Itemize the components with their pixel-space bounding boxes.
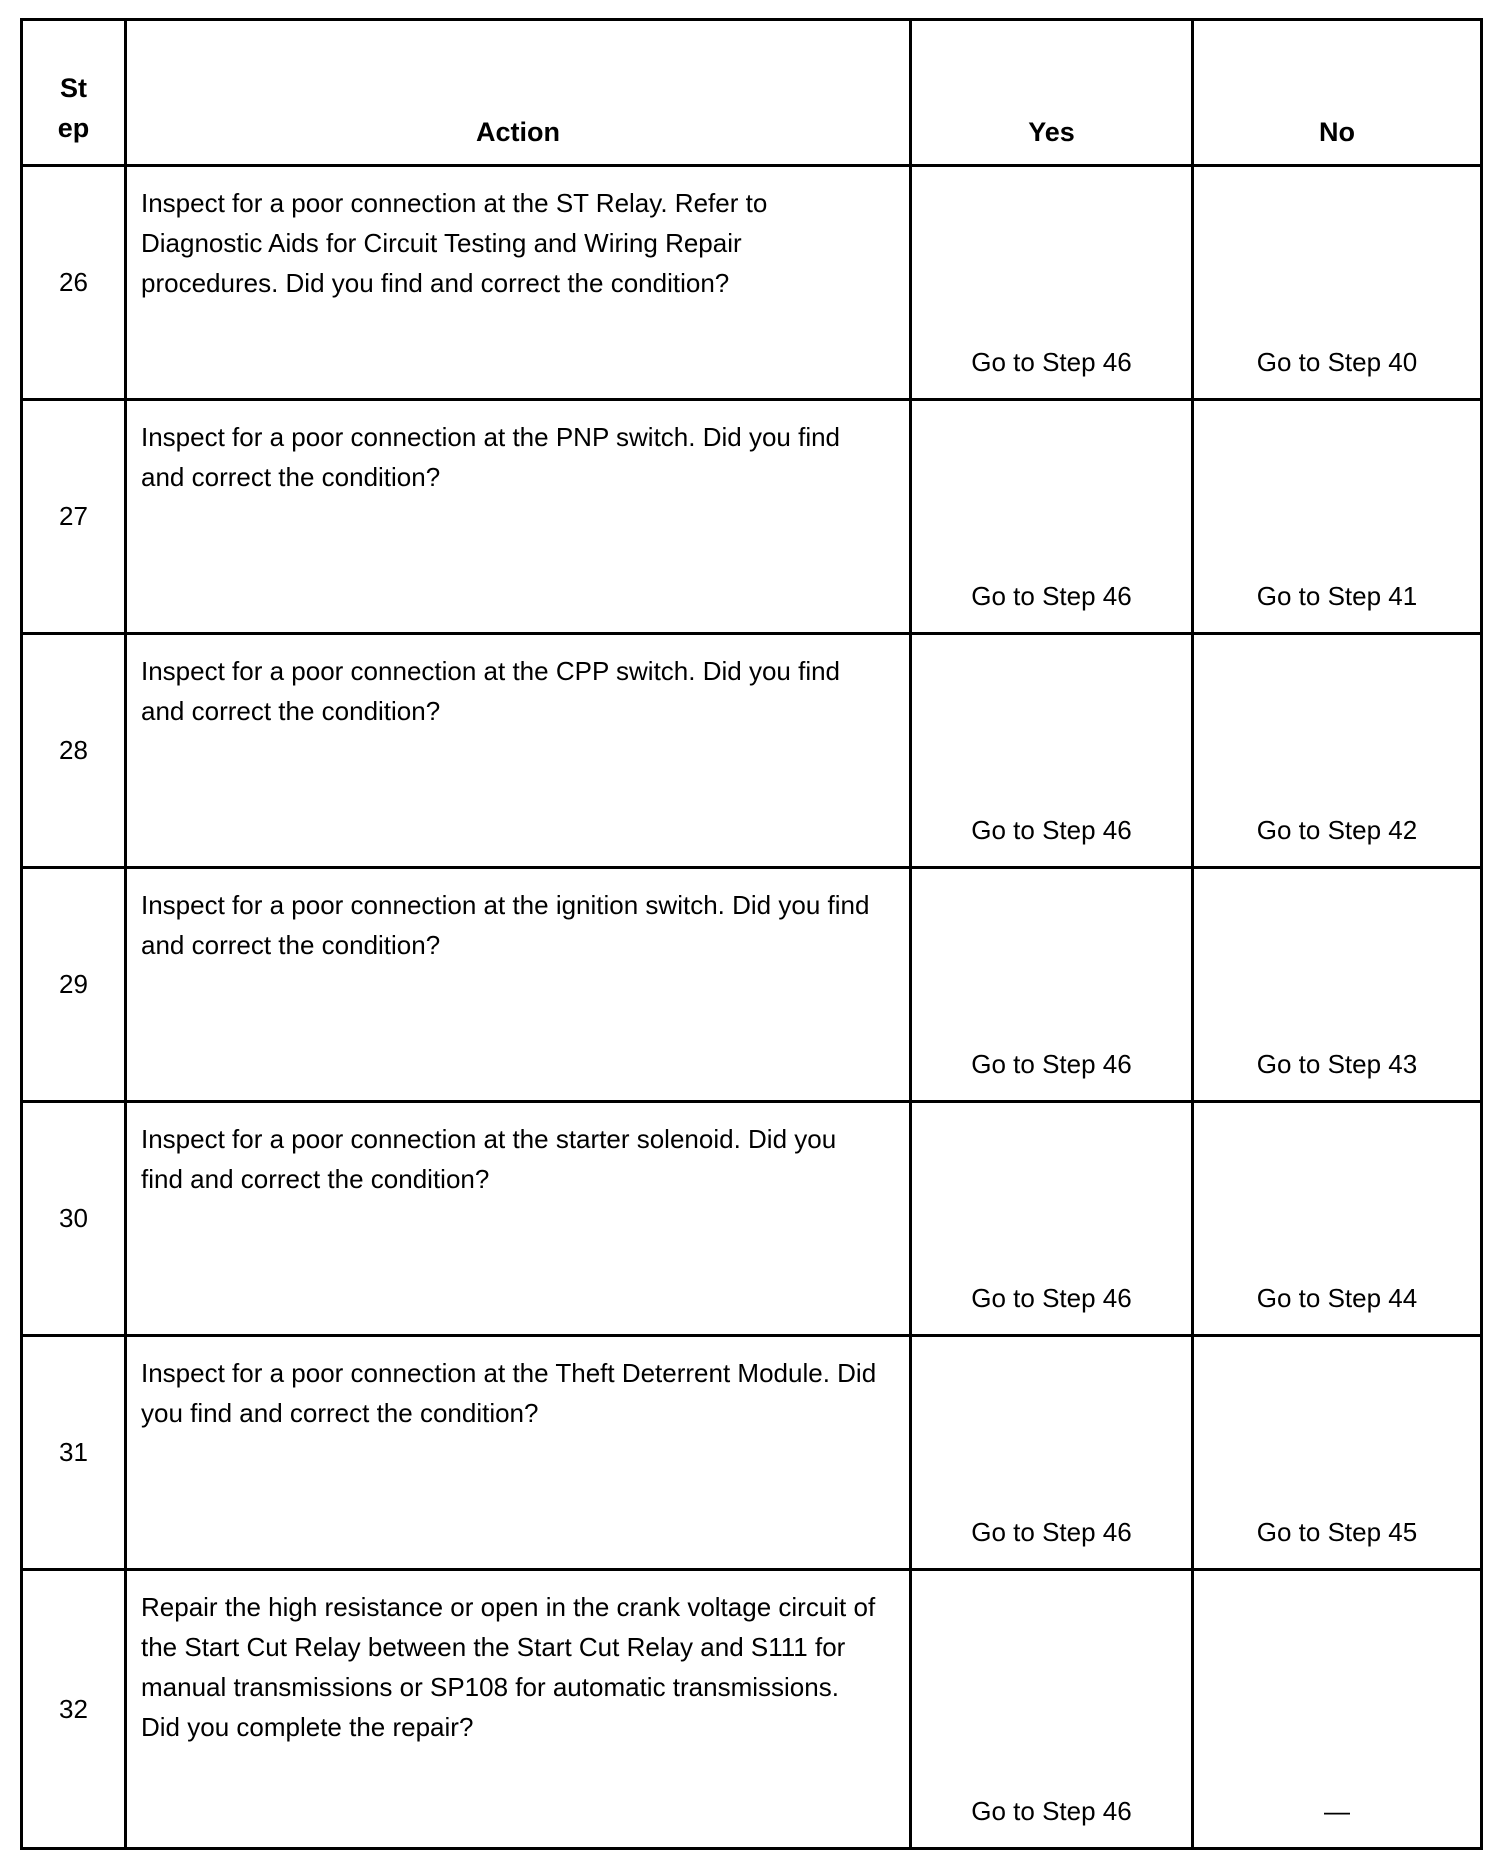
action-text: Inspect for a poor connection at the PNP switch. Did you find and correct the condition? <box>126 400 911 634</box>
step-number: 29 <box>22 868 126 1102</box>
step-number: 30 <box>22 1102 126 1336</box>
step-number: 32 <box>22 1570 126 1849</box>
diagnostic-table <box>20 18 1483 1850</box>
action-text: Inspect for a poor connection at the ignition switch. Did you find and correct the condition? <box>126 868 911 1102</box>
table-row <box>22 1102 1482 1336</box>
no-result: Go to Step 40 <box>1193 166 1482 400</box>
yes-result: Go to Step 46 <box>911 166 1193 400</box>
yes-result: Go to Step 46 <box>911 634 1193 868</box>
table-row <box>22 1336 1482 1570</box>
column-header-step-line2: ep <box>57 113 90 143</box>
yes-result: Go to Step 46 <box>911 400 1193 634</box>
column-header-step-line1: St <box>60 73 87 103</box>
column-header-step <box>22 20 126 166</box>
column-header-no: No <box>1193 20 1482 166</box>
action-text: Inspect for a poor connection at the Theft Deterrent Module. Did you find and correct the condition? <box>126 1336 911 1570</box>
no-result: Go to Step 45 <box>1193 1336 1482 1570</box>
column-header-yes: Yes <box>911 20 1193 166</box>
action-text: Repair the high resistance or open in the crank voltage circuit of the Start Cut Relay between the Start Cut Relay and S111 for manual transmissions or SP108 for automatic transmissions. Did you complete the repair? <box>126 1570 911 1849</box>
yes-result: Go to Step 46 <box>911 1336 1193 1570</box>
yes-result: Go to Step 46 <box>911 1570 1193 1849</box>
no-result: — <box>1193 1570 1482 1849</box>
action-text: Inspect for a poor connection at the CPP switch. Did you find and correct the condition? <box>126 634 911 868</box>
no-result: Go to Step 44 <box>1193 1102 1482 1336</box>
table-row <box>22 1570 1482 1849</box>
step-number: 28 <box>22 634 126 868</box>
table-row <box>22 634 1482 868</box>
table-row <box>22 400 1482 634</box>
step-number: 26 <box>22 166 126 400</box>
table-row <box>22 868 1482 1102</box>
step-number: 27 <box>22 400 126 634</box>
step-number: 31 <box>22 1336 126 1570</box>
column-header-action: Action <box>126 20 911 166</box>
no-result: Go to Step 42 <box>1193 634 1482 868</box>
table-header-row <box>22 20 1482 166</box>
action-text: Inspect for a poor connection at the ST Relay. Refer to Diagnostic Aids for Circuit Testing and Wiring Repair procedures. Did you find and correct the condition? <box>126 166 911 400</box>
action-text: Inspect for a poor connection at the starter solenoid. Did you find and correct the condition? <box>126 1102 911 1336</box>
no-result: Go to Step 43 <box>1193 868 1482 1102</box>
table-row <box>22 166 1482 400</box>
no-result: Go to Step 41 <box>1193 400 1482 634</box>
yes-result: Go to Step 46 <box>911 868 1193 1102</box>
yes-result: Go to Step 46 <box>911 1102 1193 1336</box>
